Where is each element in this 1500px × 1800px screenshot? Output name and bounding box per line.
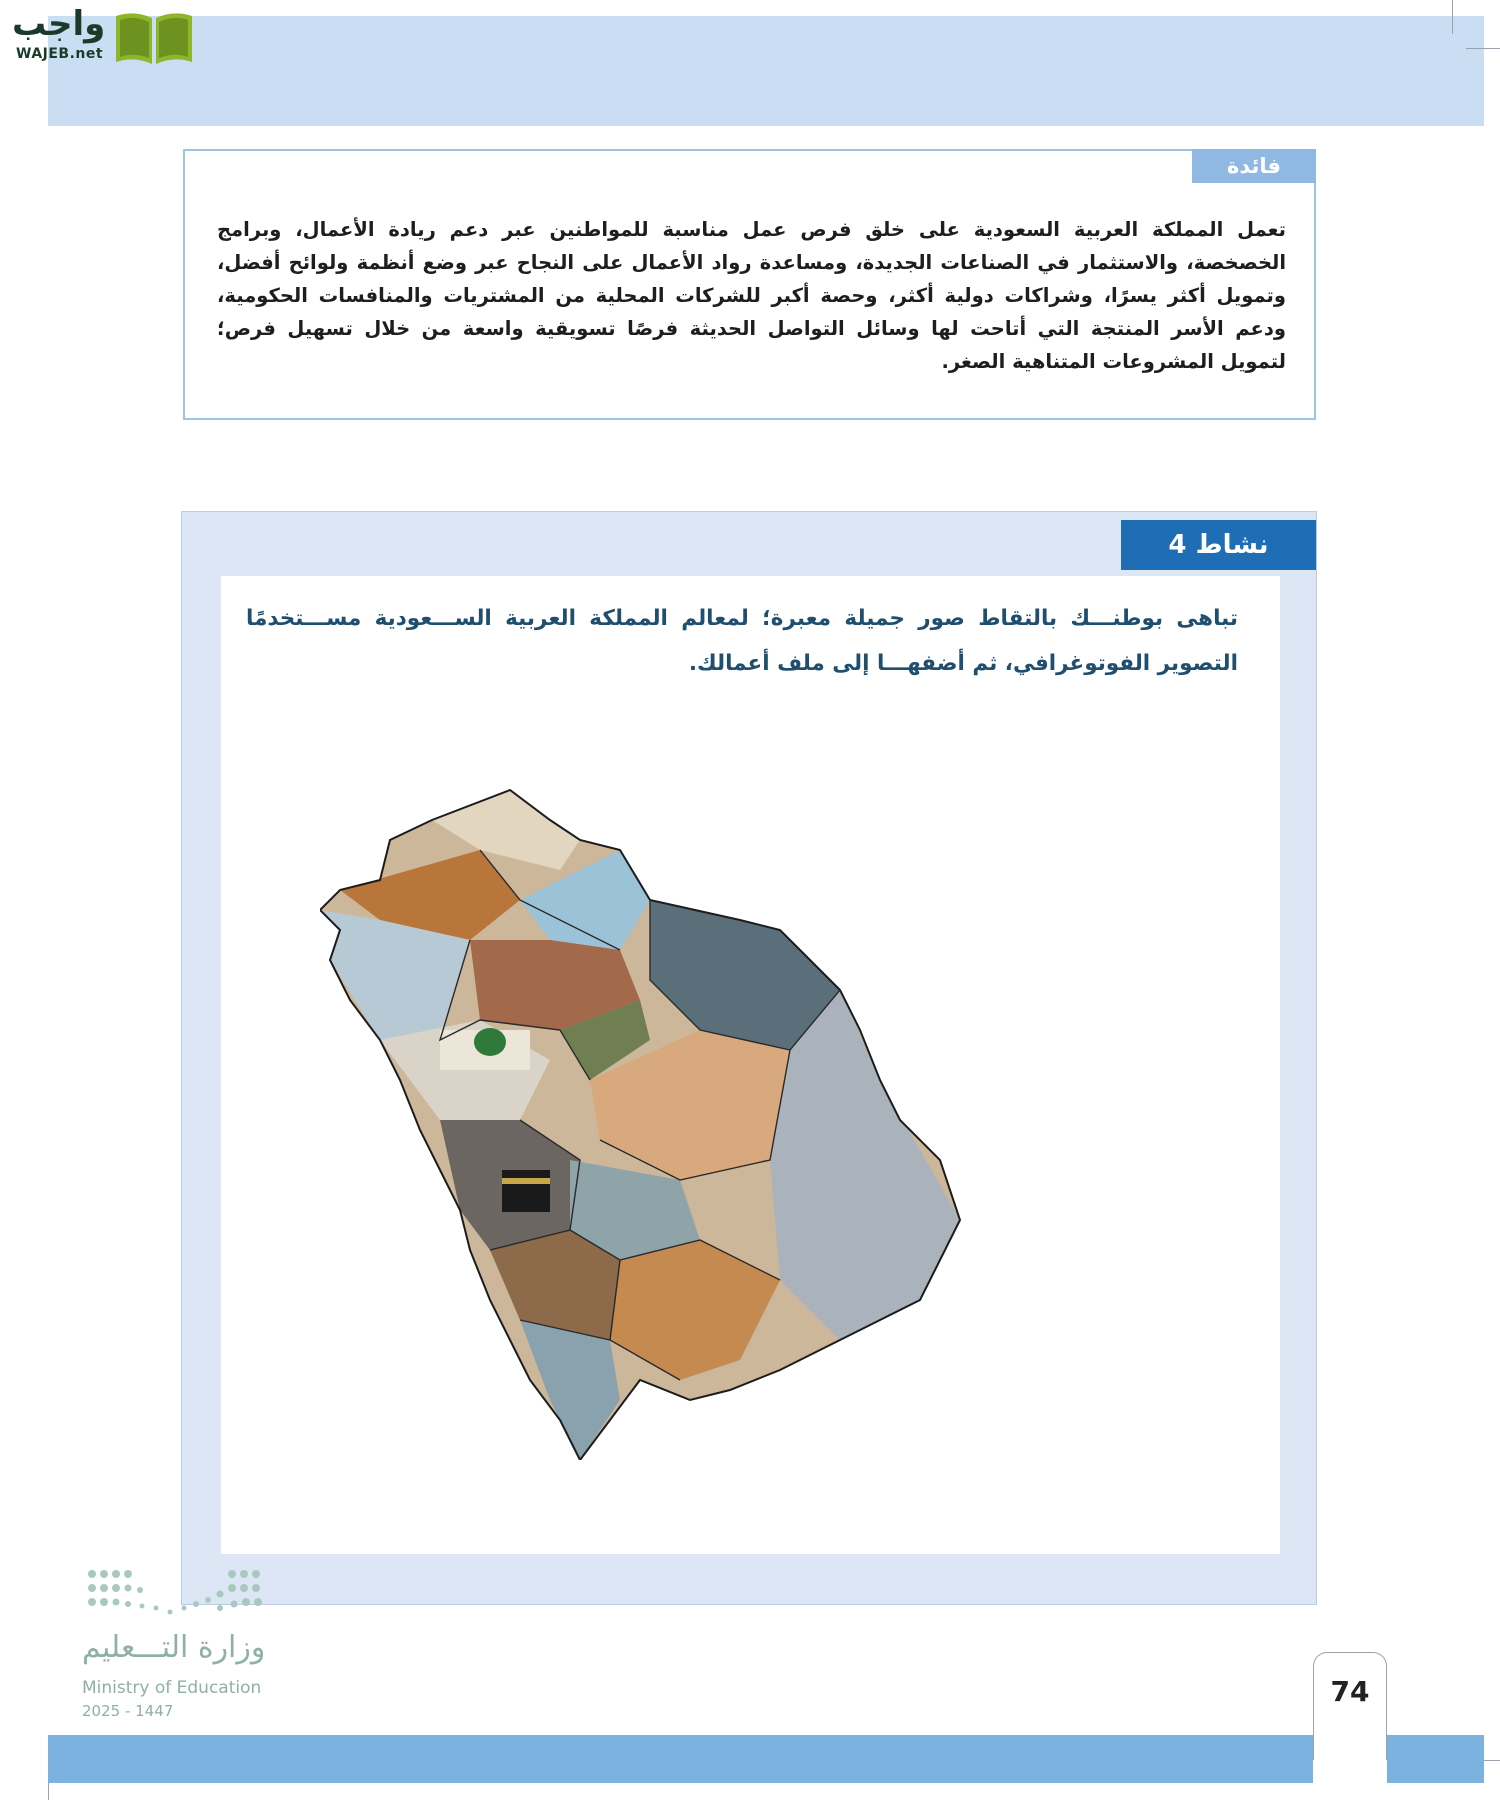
logo-arabic: واجب: [12, 4, 106, 44]
benefit-title: فائدة: [1192, 149, 1316, 183]
ministry-logo: [80, 1560, 280, 1730]
saudi-map-collage: [320, 780, 1160, 1460]
footer-band: [48, 1735, 1313, 1783]
header-band: [48, 16, 1484, 126]
crop-mark: [1466, 48, 1500, 49]
ministry-year: 2025 - 1447: [82, 1702, 174, 1720]
ministry-name-english: Ministry of Education: [82, 1678, 262, 1698]
ministry-name-arabic: وزارة التـــعليم: [82, 1630, 266, 1665]
activity-title: نشاط 4: [1121, 520, 1316, 570]
ministry-dots-icon: [84, 1564, 270, 1628]
site-logo[interactable]: [8, 4, 190, 68]
logo-latin: WAJEB.net: [16, 46, 104, 62]
benefit-box: [183, 149, 1316, 420]
footer-band: [1387, 1735, 1484, 1783]
activity-text: تباهى بوطنـــك بالتقاط صور جميلة معبرة؛ لمعالم المملكة العربية الســـعودية مســـتخدمًا التصوير الفوتوغرافي، ثم أضفهـــا إلى ملف أعمالك.: [246, 606, 1238, 676]
page-number-tab: [1313, 1652, 1387, 1760]
crop-mark: [1452, 0, 1453, 34]
page-number: 74: [1330, 1675, 1370, 1708]
benefit-text: تعمل المملكة العربية السعودية على خلق فرص عمل مناسبة للمواطنين عبر دعم ريادة الأعمال، وبرامج الخصخصة، والاستثمار في الصناعات الجديدة، ومساعدة رواد الأعمال على النجاح عبر وضع أنظمة ولوائح أفضل، وتمويل أكثر يسرًا، وشراكات دولية أكثر، وحصة أكبر للشركات المحلية من المشتريات والمنافسات الحكومية، ودعم الأسر المنتجة التي أتاحت لها وسائل التواصل الحديثة فرصًا تسويقية واسعة من خلال تسهيل فرص؛ لتمويل المشروعات المتناهية الصغر.: [217, 218, 1286, 373]
book-icon: [112, 6, 196, 68]
